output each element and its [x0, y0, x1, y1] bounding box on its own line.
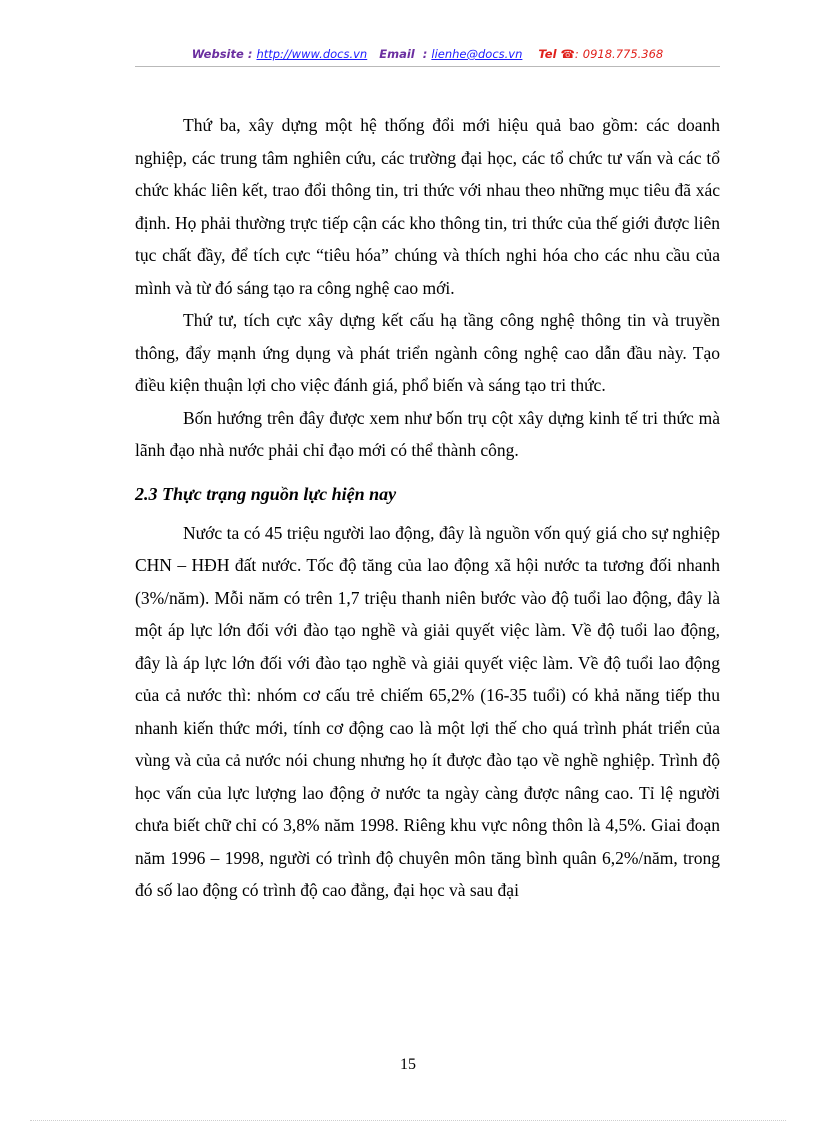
email-label: Email — [379, 47, 415, 61]
website-label: Website — [191, 47, 244, 61]
header-divider — [135, 66, 720, 67]
phone-icon: ☎ — [560, 47, 575, 61]
email-separator: : — [422, 47, 428, 61]
paragraph-bon-huong: Bốn hướng trên đây được xem như bốn trụ cột xây dựng kinh tế tri thức mà lãnh đạo nhà nước phải chỉ đạo mới có thể thành công. — [135, 407, 720, 460]
paragraph-thu-ba: Thứ ba, xây dựng một hệ thống đổi mới hiệu quả bao gồm: các doanh nghiệp, các trung tâm nghiên cứu, các trường đại học, các tổ chức tư vấn và các tổ chức khác liên kết, trao đổi thông tin, tri thức với nhau theo những mục tiêu đã xác định. Họ phải thường trực tiếp cận các kho thông tin, tri thức của thế giới được liên tục chất đầy, để tích cực “tiêu hóa” chúng và thích nghi hóa cho các nhu cầu của mình và từ đó sáng tạo ra công nghệ cao mới. — [135, 115, 720, 298]
tel-separator: : — [574, 47, 579, 61]
page-header — [135, 47, 720, 67]
website-separator: : — [247, 47, 253, 61]
paragraph-thu-tu: Thứ tư, tích cực xây dựng kết cấu hạ tầng công nghệ thông tin và truyền thông, đẩy mạnh ứng dụng và phát triển ngành công nghệ cao dẫn đầu này. Tạo điều kiện thuận lợi cho việc đánh giá, phổ biến và sáng tạo tri thức. — [135, 310, 720, 395]
website-link[interactable]: http://www.docs.vn — [256, 47, 368, 61]
section-heading: 2.3 Thực trạng nguồn lực hiện nay — [135, 483, 397, 504]
page-number: 15 — [400, 1056, 416, 1073]
tel-label: Tel — [538, 47, 557, 61]
document-body — [135, 109, 720, 907]
paragraph-nguon-luc: Nước ta có 45 triệu người lao động, đây là nguồn vốn quý giá cho sự nghiệp CHN – HĐH đất nước. Tốc độ tăng của lao động xã hội nước ta tương đối nhanh (3%/năm). Mỗi năm có trên 1,7 triệu thanh niên bước vào độ tuổi lao động, đây là một áp lực lớn đối với đào tạo nghề và giải quyết việc làm. Về độ tuổi lao động, đây là áp lực lớn đối với đào tạo nghề và giải quyết việc làm. Về độ tuổi lao động của cả nước thì: nhóm cơ cấu trẻ chiếm 65,2% (16-35 tuổi) có khả năng tiếp thu nhanh kiến thức mới, tính cơ động cao là một lợi thế cho quá trình phát triển của vùng và của cả nước nói chung nhưng họ ít được đào tạo về nghề nghiệp. Trình độ học vấn của lực lượng lao động ở nước ta ngày càng được nâng cao. Tỉ lệ người chưa biết chữ chỉ có 3,8% năm 1998. Riêng khu vực nông thôn là 4,5%. Giai đoạn năm 1996 – 1998, người có trình độ chuyên môn tăng bình quân 6,2%/năm, trong đó số lao động có trình độ cao đẳng, đại học và sau đại — [135, 522, 720, 900]
email-link[interactable]: lienhe@docs.vn — [431, 47, 523, 61]
tel-value: 0918.775.368 — [582, 47, 664, 61]
footer-divider — [30, 1120, 786, 1121]
